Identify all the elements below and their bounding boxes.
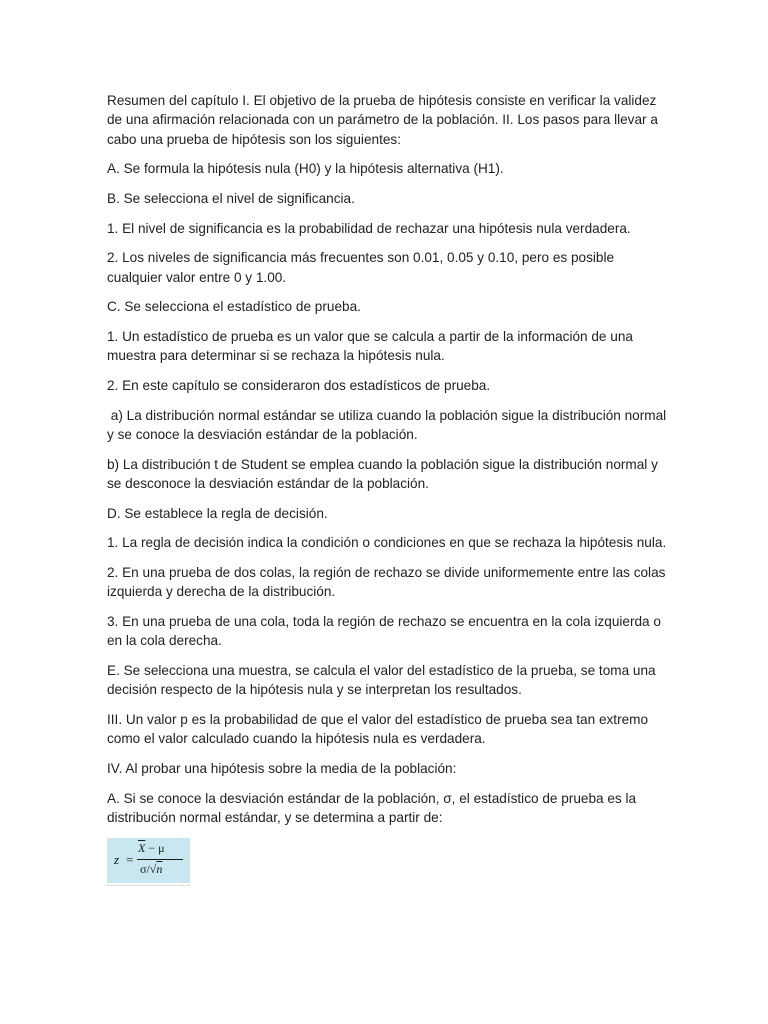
formula-fraction-bar	[137, 859, 183, 860]
paragraph-b-1: 1. El nivel de significancia es la probabilidad de rechazar una hipótesis nula verdadera.	[107, 220, 631, 236]
paragraph-c-2: 2. En este capítulo se consideraron dos estadísticos de prueba.	[107, 378, 491, 393]
formula-xbar: $\overline{X}$	[138, 840, 146, 855]
paragraph-iv: IV. Al probar una hipótesis sobre la media de la población:	[107, 760, 457, 776]
paragraph-c-1: 1. Un estadístico de prueba es un valor que se calcula a partir de la información de una muestra para determinar si se rechaza la hipótesis nula.	[107, 329, 637, 364]
formula-minus-mu: − μ	[145, 840, 165, 855]
paragraph-d-1: 1. La regla de decisión indica la condición o condiciones en que se rechaza la hipótesis nula.	[107, 535, 667, 551]
paragraph-summary-intro: Resumen del capítulo I. El objetivo de la prueba de hipótesis consiste en verificar la validez de una afirmación relacionada con un parámetro de la población. II. Los pasos para llevar a cabo una prueba de hipótesis son los siguientes:	[107, 93, 662, 147]
formula-n: n	[156, 861, 163, 876]
paragraph-c-2b: b) La distribución t de Student se emplea cuando la población sigue la distribución normal y se desconoce la desviación estándar de la población.	[107, 456, 662, 491]
paragraph-d-2: 2. En una prueba de dos colas, la región de rechazo se divide uniformemente entre las colas izquierda y derecha de la distribución.	[107, 565, 670, 600]
paragraph-c-2a: a) La distribución normal estándar se utiliza cuando la población sigue la distribución normal y se conoce la desviación estándar de la población.	[107, 407, 670, 442]
document-page	[107, 91, 670, 883]
paragraph-step-a: A. Se formula la hipótesis nula (H0) y la hipótesis alternativa (H1).	[107, 161, 504, 177]
z-formula-image	[107, 838, 190, 883]
formula-denominator	[140, 862, 162, 877]
paragraph-step-b: B. Se selecciona el nivel de significancia.	[107, 190, 355, 206]
paragraph-d-3: 3. En una prueba de una cola, toda la región de rechazo se encuentra en la cola izquierda o en la cola derecha.	[107, 614, 665, 649]
paragraph-step-e: E. Se selecciona una muestra, se calcula el valor del estadístico de la prueba, se toma una decisión respecto de la hipótesis nula y se interpretan los resultados.	[107, 663, 660, 698]
formula-underline-dots	[107, 885, 190, 888]
formula-sigma-root: σ/√	[140, 861, 157, 876]
paragraph-b-2: 2. Los niveles de significancia más frecuentes son 0.01, 0.05 y 0.10, pero es posible cualquier valor entre 0 y 1.00.	[107, 250, 618, 285]
paragraph-step-c: C. Se selecciona el estadístico de prueba.	[107, 299, 361, 315]
formula-equals: =	[126, 851, 134, 867]
paragraph-iv-a: A. Si se conoce la desviación estándar de la población, σ, el estadístico de prueba es la distribución normal estándar, y se determina a partir de:	[107, 790, 640, 825]
paragraph-iii: III. Un valor p es la probabilidad de que el valor del estadístico de prueba sea tan extremo como el valor calculado cuando la hipótesis nula es verdadera.	[107, 711, 652, 747]
formula-numerator	[138, 841, 165, 856]
paragraph-step-d: D. Se establece la regla de decisión.	[107, 505, 328, 521]
formula-z: z	[114, 851, 120, 867]
